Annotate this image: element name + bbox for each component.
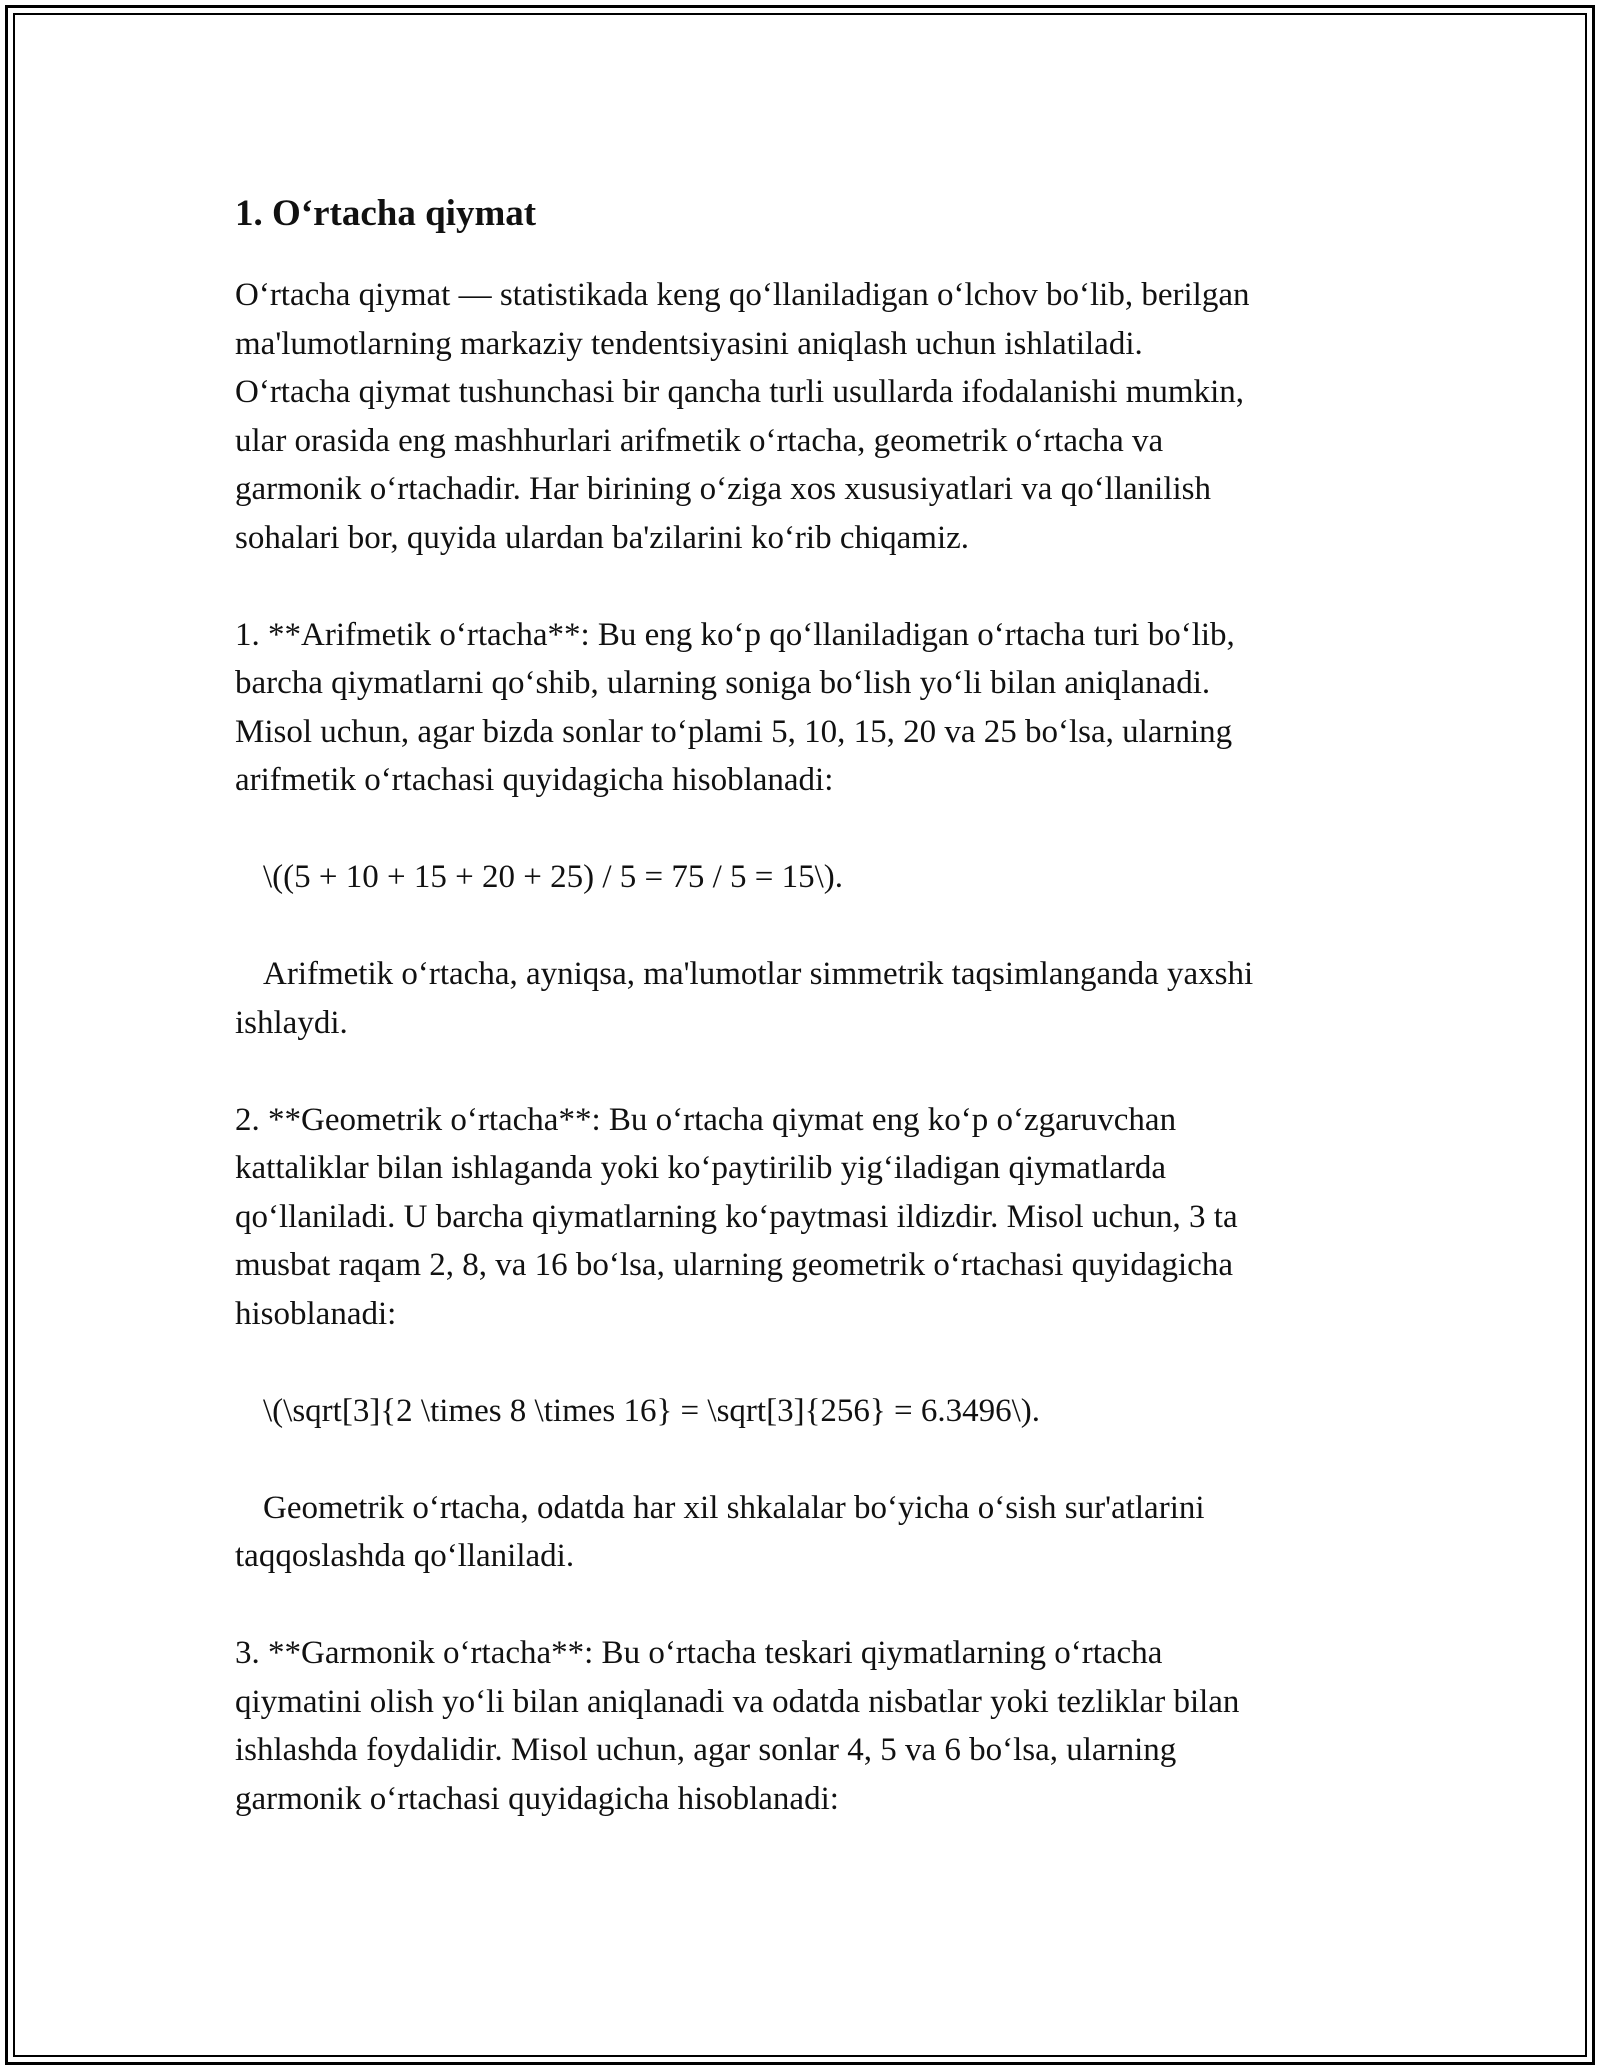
arithmetic-mean-formula: \((5 + 10 + 15 + 20 + 25) / 5 = 75 / 5 = 15\). — [263, 859, 844, 895]
arithmetic-mean-item: 1. **Arifmetik o‘rtacha**: Bu eng ko‘p qo‘llaniladigan o‘rtacha turi bo‘lib, barcha qiymatlarni qo‘shib, ularning soniga bo‘lish yo‘li bilan aniqlanadi. Misol uchun, agar bizda sonlar to‘plami 5, 10, 15, 20 va 25 bo‘lsa, ularning arifmetik o‘rtachasi quyidagicha hisoblanadi: — [235, 616, 1235, 798]
paragraph-gap — [235, 902, 1375, 951]
geometric-mean-note: Geometrik o‘rtacha, odatda har xil shkalalar bo‘yicha o‘sish sur'atlarini taqqoslashda qo‘llaniladi. — [235, 1489, 1205, 1574]
arithmetic-mean-note: Arifmetik o‘rtacha, ayniqsa, ma'lumotlar simmetrik taqsimlanganda yaxshi ishlaydi. — [235, 956, 1254, 1041]
intro-paragraph: O‘rtacha qiymat — statistikada keng qo‘llaniladigan o‘lchov bo‘lib, berilgan ma'lumotlarning markaziy tendentsiyasini aniqlash uchun ishlatiladi. O‘rtacha qiymat tushunchasi bir qancha turli usullarda ifodalanishi mumkin, ular orasida eng mashhurlari arifmetik o‘rtacha, geometrik o‘rtacha va garmonik o‘rtachadir. Har birining o‘ziga xos xususiyatlari va qo‘llanilish sohalari bor, quyida ulardan ba'zilarini ko‘rib chiqamiz. — [235, 277, 1250, 556]
paragraph-gap — [235, 1581, 1375, 1630]
section-heading: 1. O‘rtacha qiymat — [235, 193, 537, 234]
paragraph-gap — [235, 1435, 1375, 1484]
geometric-mean-item: 2. **Geometrik o‘rtacha**: Bu o‘rtacha qiymat eng ko‘p o‘zgaruvchan kattaliklar bilan ishlaganda yoki ko‘paytirilib yig‘iladigan qiymatlarda qo‘llaniladi. U barcha qiymatlarning ko‘paytmasi ildizdir. Misol uchun, 3 ta musbat raqam 2, 8, va 16 bo‘lsa, ularning geometrik o‘rtachasi quyidagicha hisoblanadi: — [235, 1101, 1238, 1332]
paragraph-gap — [235, 562, 1375, 611]
paragraph-gap — [235, 805, 1375, 854]
paragraph-gap — [235, 1047, 1375, 1096]
harmonic-mean-item: 3. **Garmonik o‘rtacha**: Bu o‘rtacha teskari qiymatlarning o‘rtacha qiymatini olish yo‘li bilan aniqlanadi va odatda nisbatlar yoki tezliklar bilan ishlashda foydalidir. Misol uchun, agar sonlar 4, 5 va 6 bo‘lsa, ularning garmonik o‘rtachasi quyidagicha hisoblanadi: — [235, 1635, 1240, 1817]
paragraph-gap — [235, 1338, 1375, 1387]
geometric-mean-formula: \(\sqrt[3]{2 \times 8 \times 16} = \sqrt[3]{256} = 6.3496\). — [263, 1392, 1041, 1429]
document-body — [235, 188, 1375, 1823]
